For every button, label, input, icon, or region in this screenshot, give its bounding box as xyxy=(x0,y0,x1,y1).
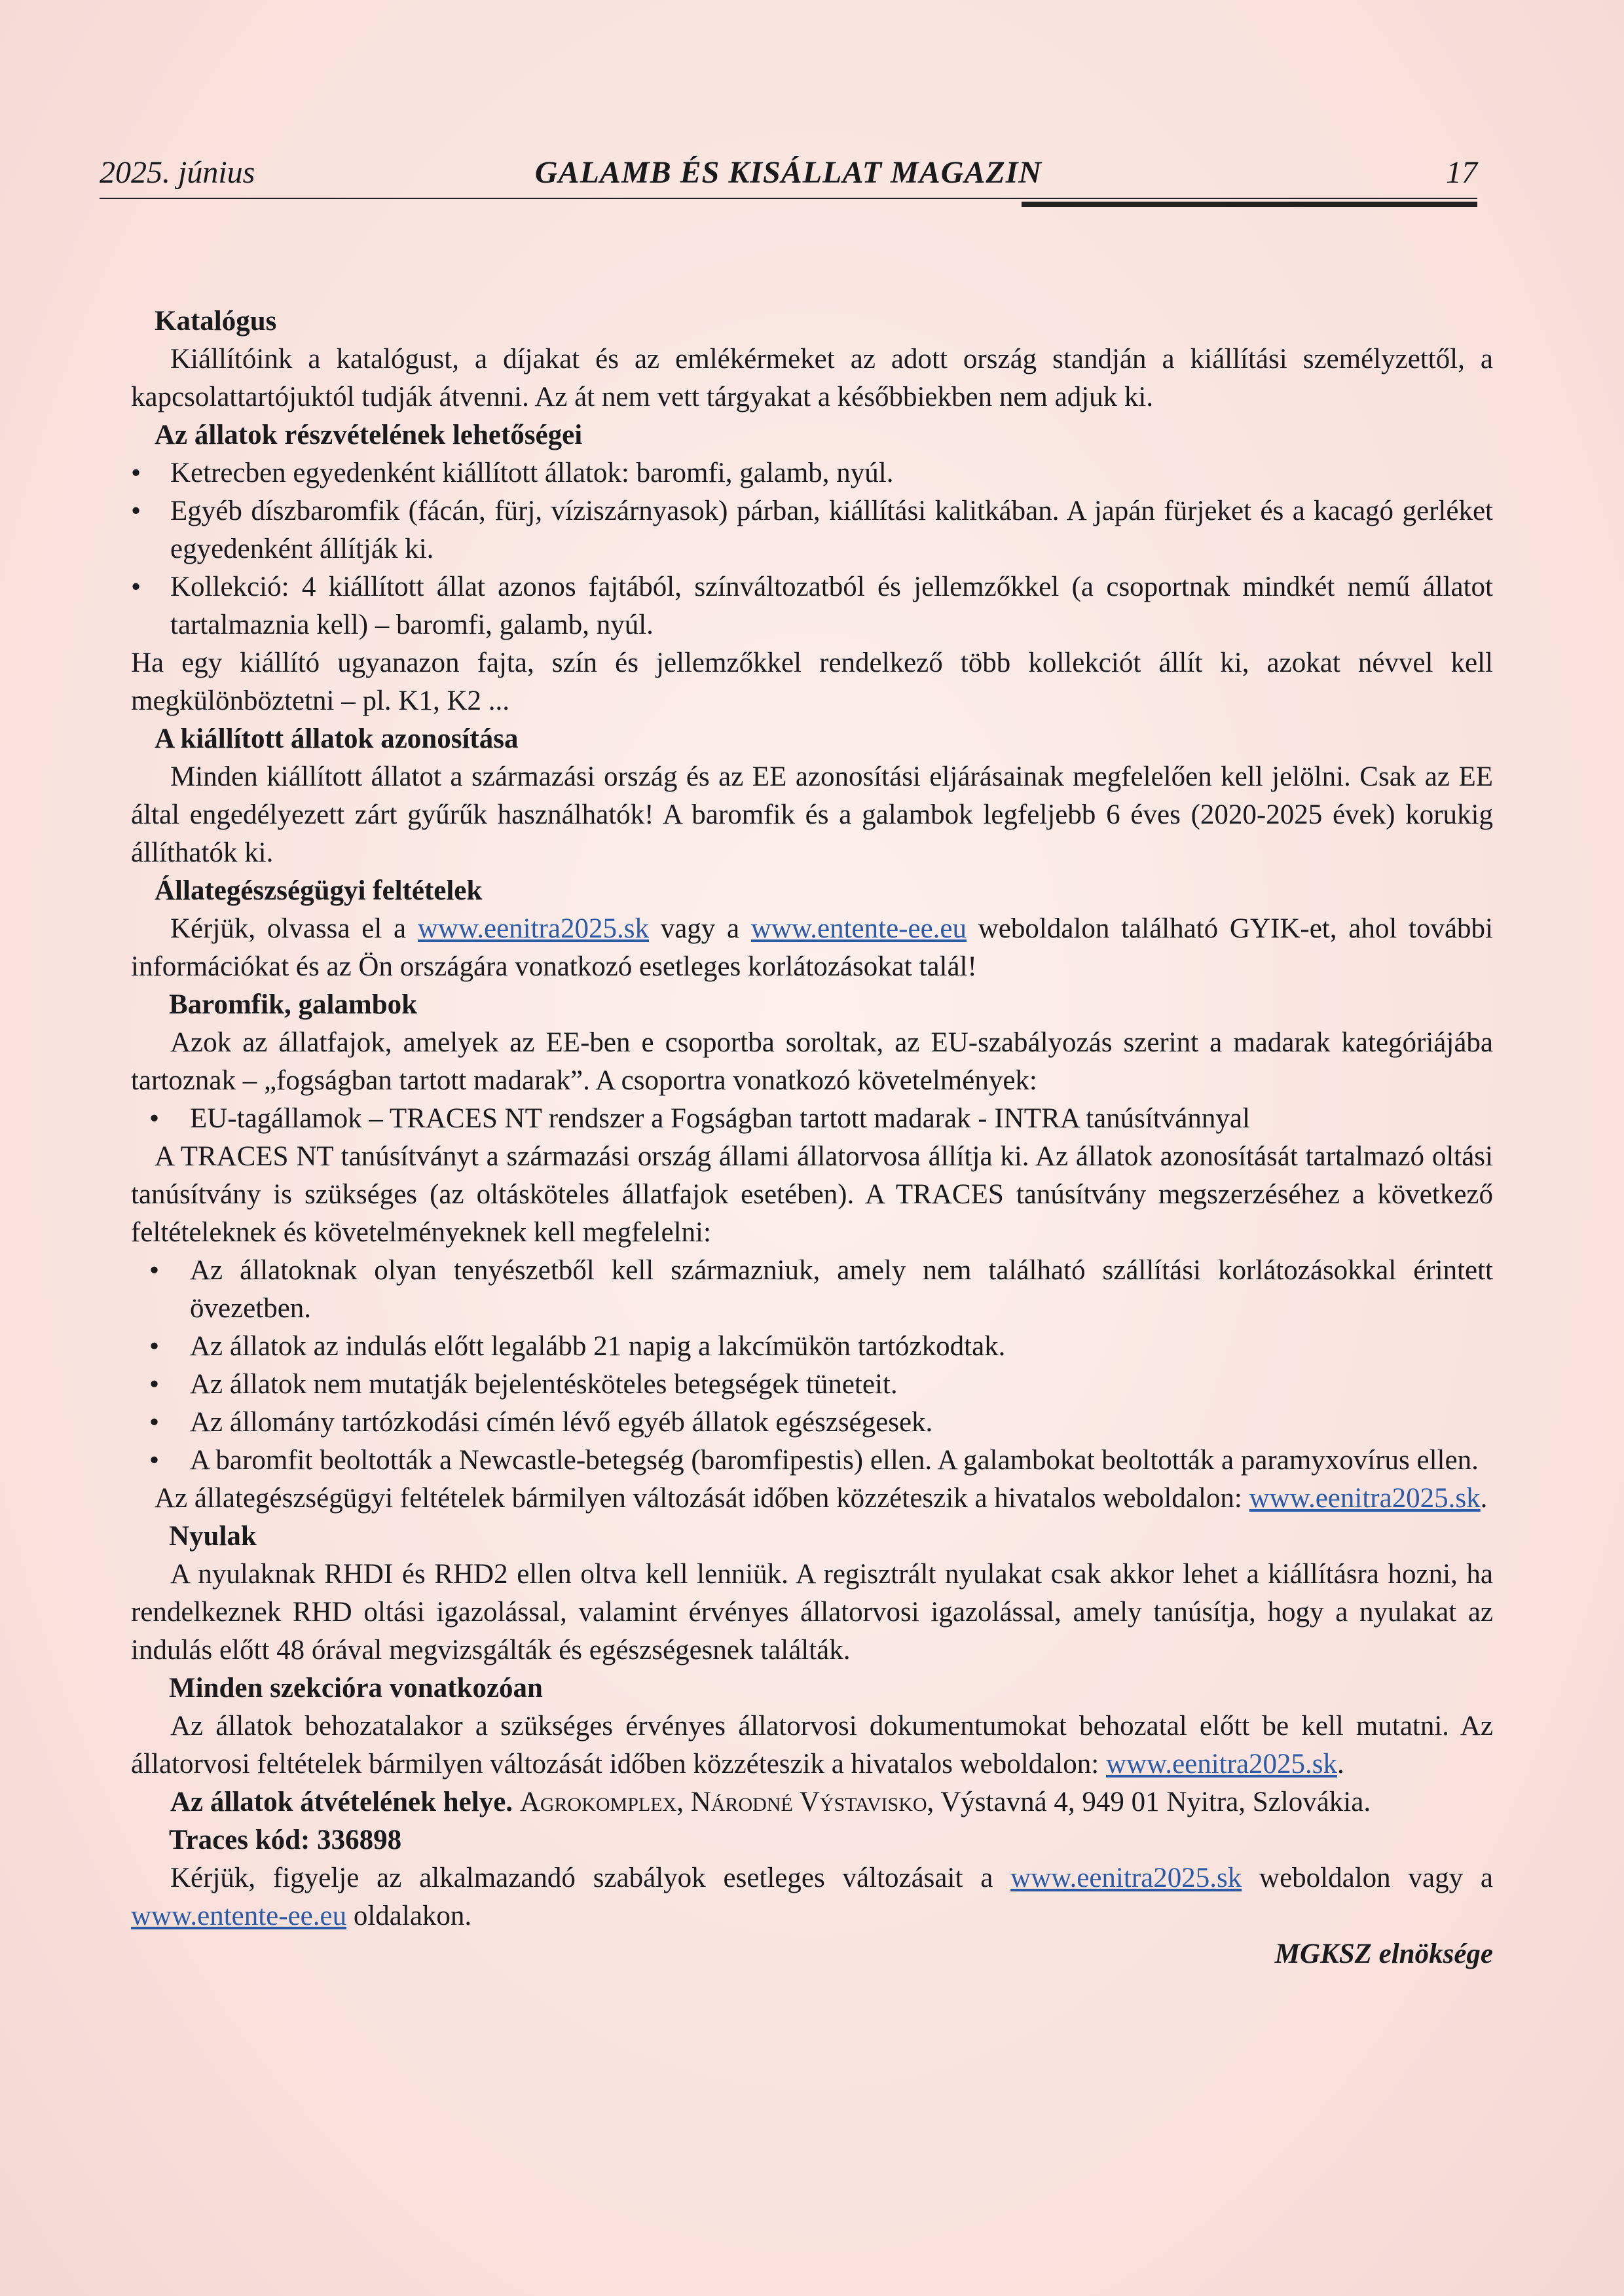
heading-egeszseg: Állategészségügyi feltételek xyxy=(155,875,483,906)
list-item: • EU-tagállamok – TRACES NT rendszer a Fogságban tartott madarak - INTRA tanúsítvánnyal xyxy=(131,1100,1493,1138)
paragraph-kollekcio-note: Ha egy kiállító ugyanazon fajta, szín és jellemzőkkel rendelkező több kollekciót állít ki, azokat névvel kell megkülönböztetni – pl. K1, K2 ... xyxy=(131,647,1493,716)
heading-baromfik: Baromfik, galambok xyxy=(169,989,418,1020)
paragraph-szekcio: Az állatok behozatalakor a szükséges érvényes állatorvosi dokumentumokat behozatal előtt be kell mutatni. Az állatorvosi feltételek bármilyen változását időben közzéteszik a hivatalos weboldalon: www.eenitra2025.sk. xyxy=(131,1711,1493,1779)
list-item: • Az állatok az indulás előtt legalább 21 napig a lakcímükön tartózkodtak. xyxy=(131,1328,1493,1366)
atvetel-label: Az állatok átvételének helye. xyxy=(170,1787,513,1817)
traces-code: Traces kód: 336898 xyxy=(169,1825,402,1855)
paragraph-final: Kérjük, figyelje az alkalmazandó szabályok esetleges változásait a www.eenitra2025.sk weboldalon vagy a www.entente-ee.eu oldalakon. xyxy=(131,1863,1493,1931)
header-rule-accent xyxy=(1022,202,1477,207)
heading-azonositas: A kiállított állatok azonosítása xyxy=(155,723,519,754)
paragraph-katalogus: Kiállítóink a katalógust, a díjakat és az emlékérmeket az adott ország standján a kiállítási személyzettől, a kapcsolattartójuktól tudják átvenni. Az át nem vett tárgyakat a későbbiekben nem adjuk ki. xyxy=(131,344,1493,412)
link-eenitra[interactable]: www.eenitra2025.sk xyxy=(417,913,649,944)
article-body xyxy=(131,302,1493,1973)
heading-katalogus: Katalógus xyxy=(155,306,277,337)
link-entente[interactable]: www.entente-ee.eu xyxy=(131,1901,347,1931)
link-eenitra[interactable]: www.eenitra2025.sk xyxy=(1010,1863,1242,1893)
atvetel-place: Agrokomplex, Národné Výstavisko, xyxy=(519,1787,934,1817)
list-item: • Ketrecben egyedenként kiállított állatok: baromfi, galamb, nyúl. xyxy=(131,454,1493,492)
heading-reszvetel: Az állatok részvételének lehetőségei xyxy=(155,420,583,450)
header-rule xyxy=(100,198,1477,199)
list-item: • Az állatoknak olyan tenyészetből kell származniuk, amely nem található szállítási korlátozásokkal érintett övezetben. xyxy=(131,1252,1493,1328)
list-item: • A baromfit beoltották a Newcastle-betegség (baromfipestis) ellen. A galambokat beoltották a paramyxovírus ellen. xyxy=(131,1442,1493,1480)
eu-requirements-list xyxy=(131,1100,1493,1138)
list-item: • Az állomány tartózkodási címén lévő egyéb állatok egészségesek. xyxy=(131,1404,1493,1442)
page-header xyxy=(100,155,1477,194)
list-item: • Az állatok nem mutatják bejelentésköteles betegségek tüneteit. xyxy=(131,1366,1493,1404)
atvetel-address: Výstavná 4, 949 01 Nyitra, Szlovákia. xyxy=(934,1787,1371,1817)
paragraph-nyulak: A nyulaknak RHDI és RHD2 ellen oltva kell lenniük. A regisztrált nyulakat csak akkor lehet a kiállításra hozni, ha rendelkeznek RHD oltási igazolással, valamint érvényes állatorvosi igazolással, amely tanúsítja, hogy a nyulakat az indulás előtt 48 órával megvizsgálták és egészségesnek találták. xyxy=(131,1559,1493,1666)
participation-list xyxy=(131,454,1493,644)
list-item: • Egyéb díszbaromfik (fácán, fürj, víziszárnyasok) párban, kiállítási kalitkában. A japán fürjeket és a kacagó gerléket egyedenként állítják ki. xyxy=(131,492,1493,568)
magazine-title: GALAMB ÉS KISÁLLAT MAGAZIN xyxy=(534,155,1043,190)
conditions-list xyxy=(131,1252,1493,1480)
signature: MGKSZ elnöksége xyxy=(1274,1939,1493,1969)
link-eenitra[interactable]: www.eenitra2025.sk xyxy=(1105,1749,1338,1779)
list-item: • Kollekció: 4 kiállított állat azonos fajtából, színváltozatból és jellemzőkkel (a csoportnak mindkét nemű állatot tartalmaznia kell) – baromfi, galamb, nyúl. xyxy=(131,568,1493,644)
heading-szekcio: Minden szekcióra vonatkozóan xyxy=(169,1673,543,1704)
paragraph-atvetel xyxy=(131,1783,1493,1821)
paragraph-baromfik: Azok az állatfajok, amelyek az EE-ben e csoportba soroltak, az EU-szabályozás szerint a madarak kategóriájába tartoznak – „fogságban tartott madarak”. A csoportra vonatkozó követelmények: xyxy=(131,1027,1493,1096)
heading-nyulak: Nyulak xyxy=(169,1521,257,1552)
link-eenitra[interactable]: www.eenitra2025.sk xyxy=(1249,1483,1481,1514)
link-entente[interactable]: www.entente-ee.eu xyxy=(750,913,967,944)
issue-date: 2025. június xyxy=(100,155,255,190)
paragraph-egeszseg: Kérjük, olvassa el a www.eenitra2025.sk vagy a www.entente-ee.eu weboldalon található GYIK-et, ahol további információkat és az Ön országára vonatkozó esetleges korlátozásokat talál! xyxy=(131,913,1494,982)
page-number: 17 xyxy=(1446,155,1477,190)
paragraph-changes: Az állategészségügyi feltételek bármilyen változását időben közzéteszik a hivatalos weboldalon: www.eenitra2025.sk. xyxy=(155,1483,1488,1514)
paragraph-traces: A TRACES NT tanúsítványt a származási ország állami állatorvosa állítja ki. Az állatok azonosítását tartalmazó oltási tanúsítvány is szükséges (az oltásköteles állatfajok esetében). A TRACES tanúsítvány megszerzéséhez a következő feltételeknek és követelményeknek kell megfelelni: xyxy=(131,1141,1493,1248)
paragraph-azonositas: Minden kiállított állatot a származási ország és az EE azonosítási eljárásainak megfelelően kell jelölni. Csak az EE által engedélyezett zárt gyűrűk használhatók! A baromfik és a galambok legfeljebb 6 éves (2020-2025 évek) korukig állíthatók ki. xyxy=(131,761,1493,868)
